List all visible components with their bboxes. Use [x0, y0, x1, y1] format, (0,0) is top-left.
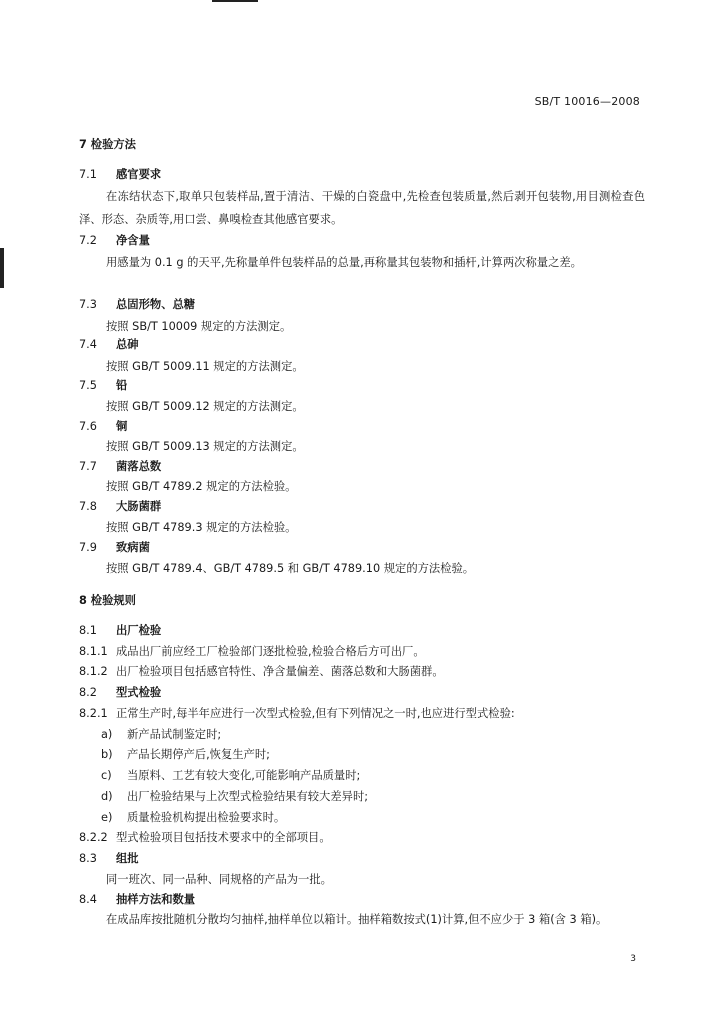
clause-7-4-body: 按照 GB/T 5009.11 规定的方法测定。 — [106, 360, 304, 373]
clause-number: 8.4 — [79, 893, 97, 906]
clause-7-3-body: 按照 SB/T 10009 规定的方法测定。 — [106, 320, 292, 333]
clause-number: 7.9 — [79, 541, 97, 554]
clause-title: 总砷 — [116, 338, 139, 351]
clause-8-3-heading — [79, 850, 139, 866]
clause-number: 7.8 — [79, 500, 97, 513]
clause-title: 型式检验 — [116, 686, 162, 699]
clause-7-5-heading — [79, 377, 127, 393]
clause-7-7-heading — [79, 458, 161, 474]
clause-8-4-body: 在成品库按批随机分散均匀抽样,抽样单位以箱计。抽样箱数按式(1)计算,但不应少于 3 箱(含 3 箱)。 — [106, 913, 608, 926]
clause-7-4-heading — [79, 336, 139, 352]
clause-7-9-body: 按照 GB/T 4789.4、GB/T 4789.5 和 GB/T 4789.10 规定的方法检验。 — [106, 562, 475, 575]
clause-8-1-heading — [79, 622, 161, 638]
clause-number: 8.1 — [79, 624, 97, 637]
clause-8-1-2 — [79, 663, 444, 679]
list-text: 质量检验机构提出检验要求时。 — [127, 811, 286, 824]
clause-number: 7.1 — [79, 168, 97, 181]
clause-8-2-2 — [79, 829, 331, 845]
clause-7-7-body: 按照 GB/T 4789.2 规定的方法检验。 — [106, 480, 297, 493]
clause-number: 8.2.2 — [79, 831, 108, 844]
clause-number: 8.2.1 — [79, 707, 108, 720]
list-text: 当原料、工艺有较大变化,可能影响产品质量时; — [127, 769, 361, 782]
clause-number: 7.3 — [79, 298, 97, 311]
clause-title: 大肠菌群 — [116, 500, 162, 513]
clause-7-8-heading — [79, 498, 161, 514]
clause-body: 出厂检验项目包括感官特性、净含量偏差、菌落总数和大肠菌群。 — [116, 665, 444, 678]
list-text: 新产品试制鉴定时; — [127, 728, 222, 741]
list-item-d — [101, 788, 368, 804]
list-item-b — [101, 746, 270, 762]
clause-number: 7.5 — [79, 379, 97, 392]
list-label: c) — [101, 769, 112, 782]
clause-number: 8.1.1 — [79, 645, 108, 658]
clause-title: 致病菌 — [116, 541, 150, 554]
clause-7-5-body: 按照 GB/T 5009.12 规定的方法测定。 — [106, 400, 304, 413]
clause-title: 感官要求 — [116, 168, 162, 181]
list-text: 出厂检验结果与上次型式检验结果有较大差异时; — [127, 790, 369, 803]
clause-8-3-body: 同一班次、同一品种、同规格的产品为一批。 — [106, 873, 332, 886]
clause-7-8-body: 按照 GB/T 4789.3 规定的方法检验。 — [106, 521, 297, 534]
clause-title: 总固形物、总糖 — [116, 298, 196, 311]
standard-code: SB/T 10016—2008 — [534, 95, 640, 108]
clause-8-2-heading — [79, 684, 161, 700]
clause-title: 出厂检验 — [116, 624, 162, 637]
clause-number: 7.4 — [79, 338, 97, 351]
clause-title: 抽样方法和数量 — [116, 893, 196, 906]
clause-7-6-heading — [79, 418, 127, 434]
clause-number: 8.3 — [79, 852, 97, 865]
clause-7-2-body: 用感量为 0.1 g 的天平,先称量单件包装样品的总量,再称量其包装物和插杆,计算两次称量之差。 — [106, 256, 582, 269]
list-label: b) — [101, 748, 113, 761]
clause-8-4-heading — [79, 891, 195, 907]
page-number: 3 — [630, 954, 636, 964]
clause-body: 型式检验项目包括技术要求中的全部项目。 — [116, 831, 331, 844]
clause-7-9-heading — [79, 539, 150, 555]
clause-number: 8.1.2 — [79, 665, 108, 678]
list-label: a) — [101, 728, 113, 741]
clause-7-1-heading — [79, 166, 161, 182]
list-item-e — [101, 809, 285, 825]
clause-body: 正常生产时,每半年应进行一次型式检验,但有下列情况之一时,也应进行型式检验: — [116, 707, 515, 720]
clause-7-2-heading — [79, 232, 150, 248]
scan-mark-left — [0, 248, 4, 288]
clause-title: 铜 — [116, 420, 128, 433]
clause-title: 净含量 — [116, 234, 150, 247]
section-8-title: 8 检验规则 — [79, 594, 136, 607]
list-item-a — [101, 726, 221, 742]
list-text: 产品长期停产后,恢复生产时; — [127, 748, 270, 761]
clause-7-3-heading — [79, 296, 195, 312]
clause-7-6-body: 按照 GB/T 5009.13 规定的方法测定。 — [106, 440, 304, 453]
section-7-title: 7 检验方法 — [79, 138, 136, 151]
clause-title: 菌落总数 — [116, 460, 162, 473]
clause-8-2-1 — [79, 705, 515, 721]
list-label: d) — [101, 790, 113, 803]
list-label: e) — [101, 811, 113, 824]
clause-number: 7.7 — [79, 460, 97, 473]
clause-7-1-body: 在冻结状态下,取单只包装样品,置于清洁、干燥的白瓷盘中,先检查包装质量,然后剥开包装物,用目测检查色泽、形态、杂质等,用口尝、鼻嗅检查其他感官要求。 — [79, 190, 645, 226]
clause-title: 组批 — [116, 852, 139, 865]
clause-number: 8.2 — [79, 686, 97, 699]
clause-body: 成品出厂前应经工厂检验部门逐批检验,检验合格后方可出厂。 — [116, 645, 425, 658]
clause-number: 7.6 — [79, 420, 97, 433]
list-item-c — [101, 767, 360, 783]
clause-title: 铅 — [116, 379, 128, 392]
scan-mark-top — [212, 0, 258, 2]
clause-8-1-1 — [79, 643, 425, 659]
clause-number: 7.2 — [79, 234, 97, 247]
